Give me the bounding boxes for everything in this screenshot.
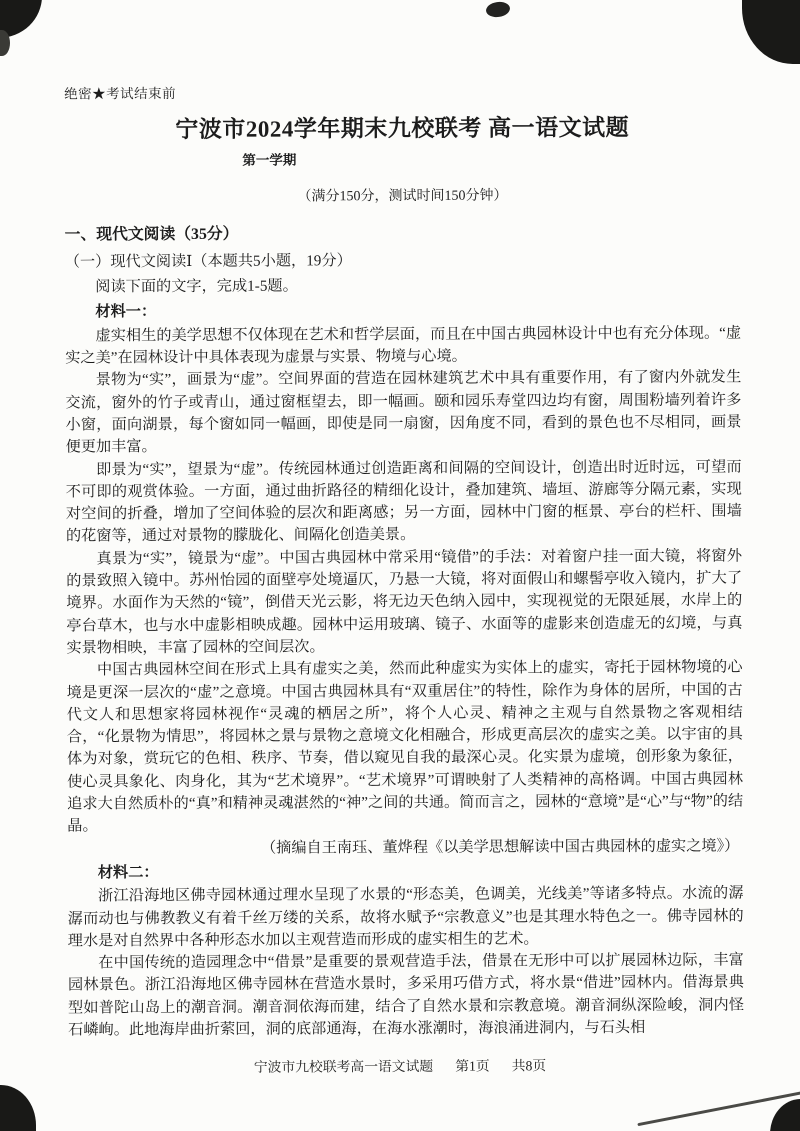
body-paragraph: 虚实相生的美学思想不仅体现在艺术和哲学层面，而且在中国古典园林设计中也有充分体现。“虚实之美”在园林设计中具体表现为虚景与实景、物境与心境。	[65, 324, 742, 367]
section-1-heading: 一、现代文阅读（35分）	[64, 225, 239, 244]
body-paragraph: 中国古典园林空间在形式上具有虚实之美，然而此种虚实为实体上的虚实，寄托于园林物境的心境是更深一层次的“虚”之意境。中国古典园林具有“双重居住”的特性，除作为身体的居所，中国的古代文人和思想家将园林视作“灵魂的栖居之所”，将个人心灵、精神之主观与自然景物之客观相结合，“化景物为情思”，将园林之景与景物之意境文化相融合，形成更高层次的虚实之美。以宇宙的具体为对象，赏玩它的色相、秩序、节奏，借以窥见自我的最深心灵。化实景为虚境，创形象为象征，使心灵具象化、肉身化，其为“艺术境界”。“艺术境界”可谓映射了人类精神的高格调。中国古典园林追求大自然质朴的“真”和精神灵魂湛然的“神”之间的共通。简而言之，园林的“意境”是“心”与“物”的结晶。	[66, 658, 744, 835]
material-2-body	[68, 883, 745, 1042]
body-paragraph: 景物为“实”，画景为“虚”。空间界面的营造在园林建筑艺术中具有重要作用，有了窗内外就发生交流，窗外的竹子或青山，通过窗框望去，即一幅画。颐和园乐寿堂四边均有窗，周围粉墙列着许多小窗，面向湖景，每个窗如同一幅画，即使是同一扇窗，因角度不同，看到的景色也不尽相同，画景便更加丰富。	[65, 368, 742, 456]
body-paragraph: 浙江沿海地区佛寺园林通过理水呈现了水景的“形态美，色调美，光线美”等诸多特点。水流的潺潺而动也与佛教教义有着千丝万缕的关系，故将水赋予“宗教意义”也是其理水特色之一。佛寺园林的理水是对自然界中各种形态水加以主观营造而形成的虚实相生的艺术。	[67, 884, 744, 950]
material-2-label: 材料二：	[97, 863, 159, 882]
material-1-body	[65, 322, 743, 838]
exam-score-time-info: （满分150分，测试时间150分钟）	[297, 188, 508, 205]
material-1-attribution: （摘编自王南珏、董烨程《以美学思想解读中国古典园林的虚实之境》）	[260, 837, 740, 857]
footer-page-number: 第1页	[455, 1058, 490, 1074]
title-block	[64, 117, 740, 182]
material-1-label: 材料一：	[95, 303, 157, 321]
footer-total-pages: 共8页	[511, 1058, 547, 1074]
scan-artifact-bottom-left	[0, 1085, 36, 1131]
body-paragraph: 即景为“实”，望景为“虚”。传统园林通过创造距离和间隔的空间设计，创造出时近时远，可望而不可即的观赏体验。一方面，通过曲折路径的精细化设计，叠加建筑、墙垣、游廊等分隔元素，实现对空间的折叠，增加了空间体验的层次和距离感；另一方面，园林中门窗的框景、亭台的栏杆、围墙的花窗等，通过对景物的朦胧化、间隔化创造美景。	[65, 458, 742, 545]
scan-artifact-bottom-right	[770, 1099, 800, 1131]
semester-note: 第一学期	[242, 152, 297, 168]
exam-title: 宁波市2024学年期末九校联考 高一语文试题	[175, 115, 630, 143]
body-paragraph: 真景为“实”，镜景为“虚”。中国古典园林中常采用“镜借”的手法：对着窗户挂一面大镜，将窗外的景致照入镜中。苏州怡园的面壁亭处境逼仄，乃悬一大镜，将对面假山和螺髻亭收入镜内，扩大了境界。水面作为天然的“镜”，倒借天光云影，将无边天色纳入园中，实现视觉的无限延展，水岸上的亭台草木，也与水中虚影相映成趣。园林中运用玻璃、镜子、水面等的虚影来创造虚无的幻境，与真实景物相映，丰富了园林的空间层次。	[66, 547, 743, 657]
page-content	[64, 81, 744, 1042]
scan-artifact-top-right	[742, 0, 800, 64]
body-paragraph: 在中国传统的造园理念中“借景”是重要的景观营造手法，借景在无形中可以扩展园林边际，丰富园林景色。浙江沿海地区佛寺园林在营造水景时，多采用巧借方式，将水景“借进”园林内。借海景典型如普陀山岛上的潮音洞。潮音洞依海而建，结合了自然水景和宗教意境。潮音洞纵深险峻，洞内怪石嶙峋。此地海岸曲折萦回，洞的底部通海，在海水涨潮时，海浪涌进洞内，与石头相	[67, 951, 745, 1039]
scan-artifact-top-center	[485, 0, 511, 18]
page-footer	[0, 1053, 800, 1077]
security-notice: 绝密★考试结束前	[64, 85, 177, 102]
footer-doc-title: 宁波市九校联考高一语文试题	[253, 1058, 434, 1075]
reading-instruction: 阅读下面的文字，完成1-5题。	[95, 277, 298, 296]
subsection-1-heading: （一）现代文阅读Ⅰ（本题共5小题，19分）	[64, 252, 352, 271]
